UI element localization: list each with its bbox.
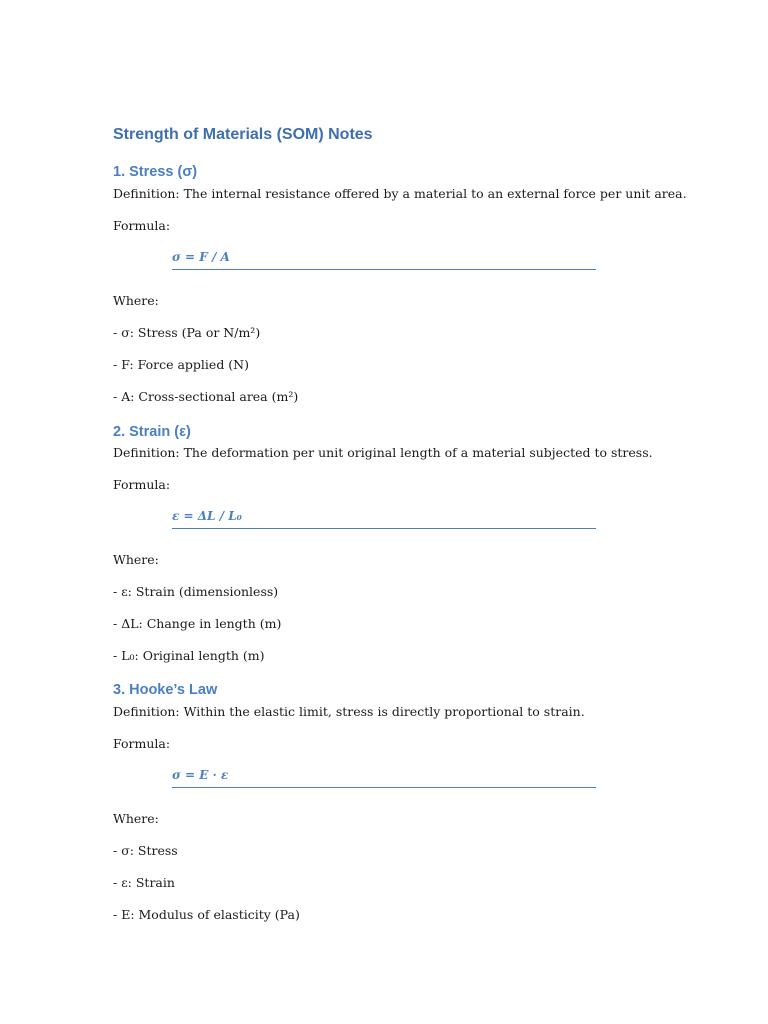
section-strain — [113, 422, 713, 663]
where-label: Where: — [113, 811, 159, 826]
section-heading: 3. Hooke’s Law — [113, 682, 218, 698]
formula-block — [172, 247, 596, 270]
formula-label: Formula: — [113, 736, 171, 751]
formula-block — [172, 506, 596, 529]
definition-text: Definition: Within the elastic limit, stress is directly proportional to strain. — [113, 704, 585, 719]
section-stress — [113, 162, 713, 404]
where-label: Where: — [113, 293, 159, 308]
formula-block — [172, 765, 596, 788]
list-item: - ΔL: Change in length (m) — [113, 616, 282, 631]
formula-text: σ = F / A — [172, 250, 230, 264]
list-item: - L₀: Original length (m) — [113, 648, 265, 663]
section-heading: 1. Stress (σ) — [113, 164, 198, 180]
list-item: - ε: Strain — [113, 875, 175, 890]
formula-label: Formula: — [113, 477, 171, 492]
list-item: - E: Modulus of elasticity (Pa) — [113, 907, 300, 922]
formula-text: ε = ΔL / L₀ — [172, 509, 242, 523]
list-item: - ε: Strain (dimensionless) — [113, 584, 279, 599]
document-title: Strength of Materials (SOM) Notes — [113, 126, 373, 143]
list-item: - σ: Stress (Pa or N/m²) — [113, 325, 261, 340]
section-heading: 2. Strain (ε) — [113, 424, 191, 440]
list-item: - A: Cross-sectional area (m²) — [113, 389, 299, 404]
list-item: - F: Force applied (N) — [113, 357, 249, 372]
where-label: Where: — [113, 552, 159, 567]
definition-text: Definition: The deformation per unit original length of a material subjected to stress. — [113, 445, 653, 460]
list-item: - σ: Stress — [113, 843, 178, 858]
section-hookes-law — [113, 680, 713, 922]
formula-text: σ = E · ε — [172, 768, 229, 782]
formula-label: Formula: — [113, 218, 171, 233]
definition-text: Definition: The internal resistance offered by a material to an external force per unit area. — [113, 186, 687, 201]
